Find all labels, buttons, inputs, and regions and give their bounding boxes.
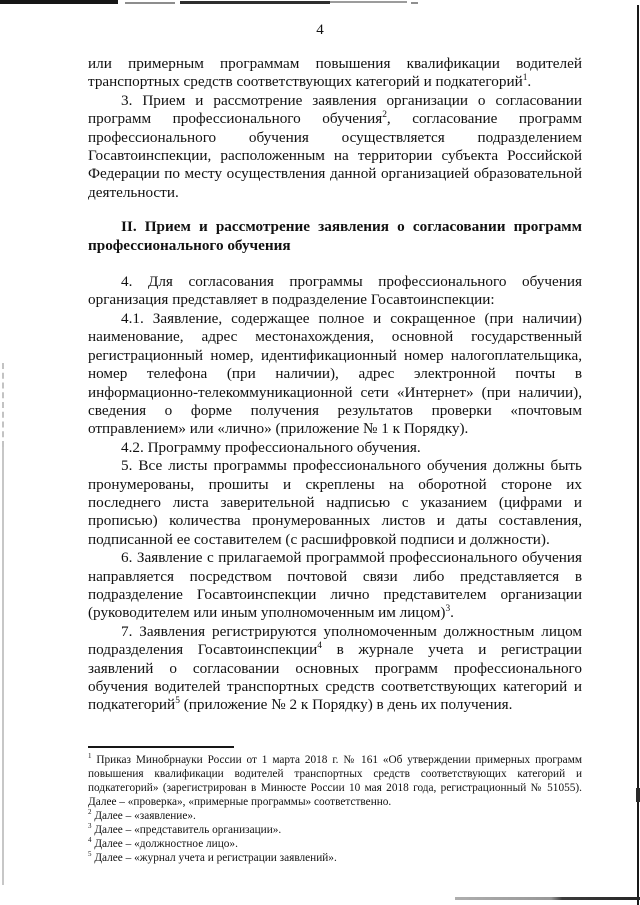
footnote-1: $^1$ Приказ Минобрнауки России от 1 марта 2018 г. № 161 «Об утверждении примерных программ повышения квалификации водителей транспортных средств соответствующих категорий и подкатегорий» (зарегистрирован в Минюсте России 10 мая 2018 года, регистрационный № 51055). Далее – «проверка», «примерные программы» соответственно. (88, 752, 582, 808)
scan-artifact-bottom-line (455, 897, 640, 900)
paragraph-4: 4. Для согласования программы профессионального обучения организация представляет в подразделение Госавтоинспекции: (88, 273, 582, 309)
footnote-ref: 2 (382, 110, 387, 121)
scan-artifact-segment (0, 0, 118, 4)
scan-artifact-left-edge-dashed-line (2, 363, 4, 447)
scan-artifact-segment (125, 2, 175, 4)
scan-artifact-top-bar (0, 0, 420, 6)
section-heading-2: II. Прием и рассмотрение заявления о согласовании программ профессионального обучения (88, 218, 582, 254)
footnotes-section (88, 753, 582, 865)
scan-artifact-right-edge-line (637, 5, 639, 905)
footnote-marker: 1 (88, 752, 92, 761)
paragraph-4-2: 4.2. Программу профессионального обучения. (121, 438, 421, 456)
scan-artifact-segment (180, 1, 330, 4)
footnote-ref: 3 (445, 604, 451, 615)
scan-artifact-right-edge-mark (636, 788, 640, 802)
footnote-marker: 2 (88, 808, 92, 817)
paragraph-intro-continuation: или примерным программам повышения квалификации водителей транспортных средств соответствующих категорий и подкатегорий$^1$. (88, 55, 582, 91)
footnote-2: $^2$ Далее – «заявление». (88, 808, 196, 822)
paragraph-5: 5. Все листы программы профессионального обучения должны быть пронумерованы, прошиты и скреплены на оборотной стороне их последнего листа заверительной надписью с указанием (цифрами и прописью) количества пронумерованных листов и даты составления, подписанной ее составителем (с расшифровкой подписи и должности). (88, 457, 582, 548)
paragraph-4-1: 4.1. Заявление, содержащее полное и сокращенное (при наличии) наименование, адрес местонахождения, основной государственный регистрационный номер, идентификационный номер налогоплательщика, номер телефона (при наличии), адрес электронной почты в информационно-телекоммуникационной сети «Интернет» (при наличии), сведения о форме получения результатов проверки «почтовым отправлением» или «лично» (приложение № 1 к Порядку). (88, 309, 582, 438)
page-number: 4 (316, 22, 324, 38)
footnote-4: $^4$ Далее – «должностное лицо». (88, 836, 238, 850)
footnote-marker: 4 (88, 836, 92, 845)
paragraph-3: 3. Прием и рассмотрение заявления организации о согласовании программ профессионального обучения$^2$, согласование программ профессионального обучения осуществляется подразделением Госавтоинспекции, расположенным на территории субъекта Российской Федерации по месту осуществления данной организацией образовательной деятельности. (88, 91, 582, 201)
footnote-marker: 3 (88, 822, 92, 831)
footnote-5: $^5$ Далее – «журнал учета и регистрации заявлений». (88, 850, 337, 864)
scan-artifact-segment (330, 1, 407, 3)
footnote-separator (88, 746, 234, 748)
footnote-ref: 4 (317, 641, 322, 652)
footnote-marker: 5 (88, 850, 92, 859)
document-body (88, 55, 582, 715)
scan-artifact-left-edge-line (2, 447, 4, 885)
scan-artifact-segment (411, 2, 418, 4)
paragraph-7: 7. Заявления регистрируются уполномоченным должностным лицом подразделения Госавтоинспекции$^4$ в журнале учета и регистрации заявлений о согласовании основных программ профессионального обучения водителей транспортных средств соответствующих категорий и подкатегорий$^5$ (приложение № 2 к Порядку) в день их получения. (88, 622, 582, 714)
footnote-ref: 1 (522, 73, 528, 84)
footnote-ref: 5 (175, 696, 180, 707)
paragraph-6: 6. Заявление с прилагаемой программой профессионального обучения направляется посредством почтовой связи либо представляется в подразделение Госавтоинспекции лично представителем организации (руководителем или иным уполномоченным им лицом)$^3$. (88, 549, 582, 622)
footnote-3: $^3$ Далее – «представитель организации». (88, 822, 282, 836)
